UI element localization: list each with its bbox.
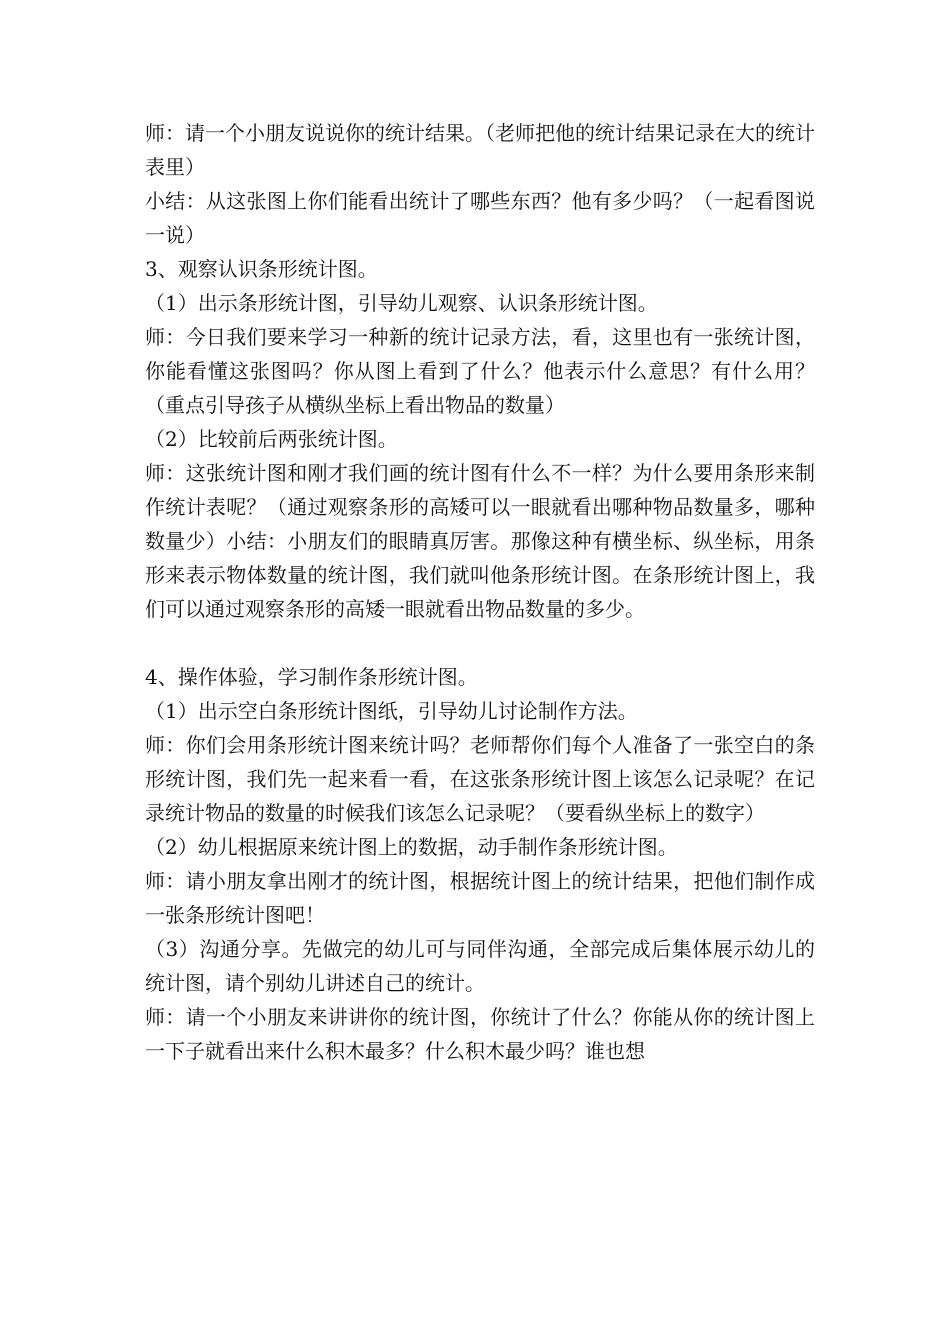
dialogue-paragraph: 师：请一个小朋友说说你的统计结果。（老师把他的统计结果记录在大的统计表里） [145, 121, 815, 179]
dialogue-paragraph: 师：请一个小朋友来讲讲你的统计图，你统计了什么？你能从你的统计图上一下子就看出来什么积木最多？什么积木最少吗？谁也想 [145, 1005, 815, 1063]
dialogue-paragraph: 师：这张统计图和刚才我们画的统计图有什么不一样？为什么要用条形来制作统计表呢？（通过观察条形的高矮可以一眼就看出哪种物品数量多，哪种数量少）小结：小朋友们的眼睛真厉害。那像这种有横坐标、纵坐标，用条形来表示物体数量的统计图，我们就叫他条形统计图。在条形统计图上，我们可以通过观察条形的高矮一眼就看出物品数量的多少。 [145, 461, 815, 621]
step-item: （3）沟通分享。先做完的幼儿可与同伴沟通，全部完成后集体展示幼儿的统计图，请个别幼儿讲述自己的统计。 [145, 937, 815, 995]
blank-line [145, 626, 815, 660]
summary-paragraph: 小结：从这张图上你们能看出统计了哪些东西？他有多少吗？（一起看图说一说） [145, 189, 815, 247]
step-item: （1）出示条形统计图，引导幼儿观察、认识条形统计图。 [145, 291, 658, 315]
step-item: （1）出示空白条形统计图纸，引导幼儿讨论制作方法。 [145, 699, 638, 723]
dialogue-paragraph: 师：你们会用条形统计图来统计吗？老师帮你们每个人准备了一张空白的条形统计图，我们先一起来看一看，在这张条形统计图上该怎么记录呢？在记录统计物品的数量的时候我们该怎么记录呢？（要看纵坐标上的数字） [145, 733, 815, 825]
section-heading-3: 3、观察认识条形统计图。 [145, 257, 378, 281]
dialogue-paragraph: 师：今日我们要来学习一种新的统计记录方法，看，这里也有一张统计图，你能看懂这张图吗？你从图上看到了什么？他表示什么意思？有什么用？（重点引导孩子从横纵坐标上看出物品的数量） [145, 325, 815, 417]
dialogue-paragraph: 师：请小朋友拿出刚才的统计图，根据统计图上的统计结果，把他们制作成一张条形统计图吧！ [145, 869, 815, 927]
step-item: （2）幼儿根据原来统计图上的数据，动手制作条形统计图。 [145, 835, 678, 859]
document-page [145, 116, 815, 1068]
section-heading-4: 4、操作体验，学习制作条形统计图。 [145, 665, 478, 689]
step-item: （2）比较前后两张统计图。 [145, 427, 398, 451]
